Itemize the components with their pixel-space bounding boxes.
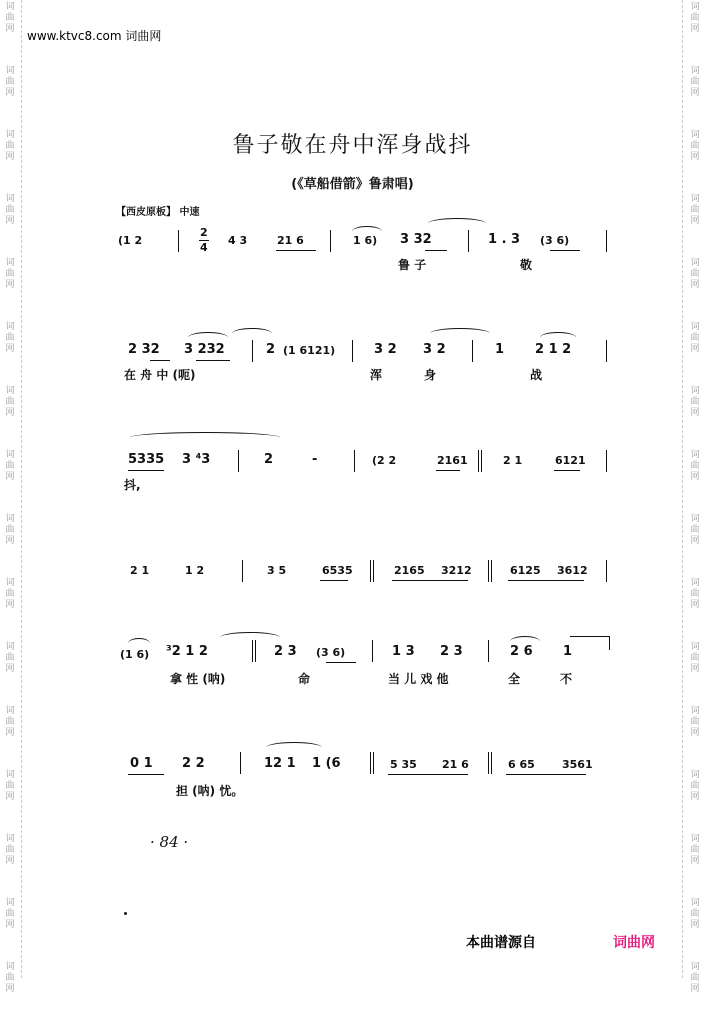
note-group: 2 1 2: [535, 342, 572, 357]
watermark-unit: [2, 896, 18, 960]
lyric: 命: [298, 672, 311, 686]
bar-line: [252, 640, 256, 662]
watermark-char: 词: [5, 770, 15, 780]
note-group: (3 6): [540, 234, 570, 247]
lyric: 当 儿 戏 他: [388, 672, 449, 686]
watermark-char: 网: [690, 600, 700, 610]
note-group: (1 6121): [283, 344, 336, 357]
slur: [430, 328, 490, 339]
brand-link[interactable]: 词曲网: [613, 935, 655, 951]
note-group: 12 1: [264, 756, 296, 771]
bar-line: [354, 450, 355, 472]
watermark-char: 词: [690, 770, 700, 780]
note-group: 2161: [437, 454, 468, 467]
watermark-char: 网: [5, 216, 15, 226]
watermark-char: 网: [690, 984, 700, 994]
bar-line: [606, 230, 607, 252]
watermark-char: 网: [5, 88, 15, 98]
underline: [388, 774, 468, 775]
underline: [276, 250, 316, 251]
watermark-char: 曲: [690, 717, 700, 727]
watermark-char: 网: [5, 472, 15, 482]
lyric: 鲁 子: [398, 258, 427, 272]
note-group: 1 3: [392, 644, 415, 659]
song-subtitle: (《草船借箭》鲁肃唱): [291, 177, 414, 192]
bar-line: [472, 340, 473, 362]
score-line-3: [0, 440, 705, 520]
watermark-char: 曲: [5, 653, 15, 663]
bar-line: [238, 450, 239, 472]
watermark-char: 词: [690, 258, 700, 268]
slur: [232, 328, 272, 339]
bar-line: [478, 450, 482, 472]
underline: [128, 470, 164, 471]
watermark-char: 网: [690, 408, 700, 418]
slur: [428, 218, 486, 229]
watermark-char: 词: [690, 578, 700, 588]
note-group: 2: [266, 342, 276, 357]
watermark-char: 词: [5, 450, 15, 460]
slur: [266, 742, 322, 753]
watermark-unit: [687, 832, 703, 896]
watermark-char: 词: [690, 834, 700, 844]
watermark-char: 网: [690, 728, 700, 738]
score-line-6: [0, 742, 705, 822]
note-group: 0 1: [130, 756, 153, 771]
bar-line: [372, 640, 373, 662]
watermark-char: 曲: [5, 333, 15, 343]
note-group: 4 3: [228, 234, 248, 247]
note-group: 3 32: [400, 232, 432, 247]
watermark-char: 词: [5, 578, 15, 588]
note-group: 1 6): [353, 234, 378, 247]
watermark-char: 曲: [690, 781, 700, 791]
underline: [425, 250, 447, 251]
watermark-unit: [687, 960, 703, 1024]
page-number: · 84 ·: [150, 833, 189, 851]
watermark-char: 曲: [5, 205, 15, 215]
underline: [554, 470, 580, 471]
watermark-char: 词: [690, 2, 700, 12]
watermark-char: 网: [5, 344, 15, 354]
bar-line: [606, 560, 607, 582]
watermark-char: 词: [5, 130, 15, 140]
note-group: -: [312, 452, 318, 467]
watermark-char: 词: [5, 386, 15, 396]
watermark-char: 词: [5, 194, 15, 204]
watermark-char: 曲: [5, 141, 15, 151]
note-group: 21 6: [277, 234, 304, 247]
watermark-char: 网: [5, 24, 15, 34]
watermark-char: 曲: [5, 717, 15, 727]
watermark-char: 曲: [690, 333, 700, 343]
underline: [326, 662, 356, 663]
underline: [508, 580, 584, 581]
bar-line: [468, 230, 469, 252]
watermark-char: 网: [5, 856, 15, 866]
watermark-char: 词: [690, 130, 700, 140]
watermark-unit: [687, 64, 703, 128]
watermark-char: 词: [690, 194, 700, 204]
watermark-char: 曲: [690, 141, 700, 151]
watermark-char: 词: [690, 898, 700, 908]
note-group: 2 6: [510, 644, 533, 659]
note-group: 2165: [394, 564, 425, 577]
tempo-marking: 【西皮原板】 中速: [116, 207, 200, 218]
watermark-char: 网: [690, 536, 700, 546]
watermark-char: 网: [690, 472, 700, 482]
watermark-char: 词: [690, 66, 700, 76]
watermark-char: 网: [5, 920, 15, 930]
underline: [392, 580, 468, 581]
lyric: 战: [530, 368, 543, 382]
bar-line: [330, 230, 331, 252]
bar-line: [252, 340, 253, 362]
watermark-unit: [2, 832, 18, 896]
slur: [540, 332, 576, 343]
watermark-char: 词: [5, 514, 15, 524]
score-line-5: [0, 632, 705, 712]
watermark-char: 网: [690, 216, 700, 226]
watermark-unit: [687, 0, 703, 64]
note-group: 6121: [555, 454, 586, 467]
lyric: 不: [560, 672, 573, 686]
bar-line: [370, 560, 374, 582]
watermark-char: 网: [5, 600, 15, 610]
watermark-char: 网: [5, 664, 15, 674]
watermark-char: 曲: [690, 77, 700, 87]
note-group: 5335: [128, 452, 165, 467]
slur: [220, 632, 280, 643]
note-group: 6125: [510, 564, 541, 577]
watermark-unit: [2, 960, 18, 1024]
score-line-1: [0, 220, 705, 300]
watermark-char: 曲: [5, 397, 15, 407]
score-line-2: [0, 330, 705, 410]
note-group: (1 6): [120, 648, 150, 661]
watermark-char: 曲: [5, 269, 15, 279]
bar-line: [488, 752, 492, 774]
watermark-char: 网: [5, 792, 15, 802]
note-group: (2 2: [372, 454, 397, 467]
watermark-char: 网: [690, 24, 700, 34]
watermark-char: 网: [690, 920, 700, 930]
bar-line: [242, 560, 243, 582]
watermark-char: 网: [690, 792, 700, 802]
note-group: (1 2: [118, 234, 143, 247]
lyric: 担 (呐) 忧。: [176, 784, 244, 798]
lyric: 拿 性 (呐): [170, 672, 226, 686]
watermark-char: 词: [690, 642, 700, 652]
watermark-char: 词: [5, 2, 15, 12]
watermark-char: 曲: [690, 845, 700, 855]
watermark-char: 网: [5, 984, 15, 994]
watermark-char: 词: [5, 258, 15, 268]
watermark-char: 曲: [5, 845, 15, 855]
note-group: 21 6: [442, 758, 469, 771]
watermark-char: 词: [5, 642, 15, 652]
watermark-char: 词: [5, 706, 15, 716]
note-group: 3 ⁴3: [182, 452, 211, 467]
watermark-char: 网: [5, 280, 15, 290]
watermark-char: 网: [690, 856, 700, 866]
lyric: 抖,: [124, 478, 141, 492]
stray-dot: [124, 912, 127, 915]
note-group: 1 (6: [312, 756, 341, 771]
watermark-char: 词: [5, 898, 15, 908]
watermark-unit: [2, 0, 18, 64]
watermark-char: 曲: [690, 973, 700, 983]
note-group: 2 32: [128, 342, 160, 357]
note-group: 3612: [557, 564, 588, 577]
watermark-char: 词: [690, 962, 700, 972]
note-group: 5 35: [390, 758, 417, 771]
lyric: 全: [508, 672, 521, 686]
song-title: 鲁子敬在舟中浑身战抖: [232, 133, 473, 158]
underline: [436, 470, 460, 471]
watermark-char: 网: [5, 536, 15, 546]
note-group: ³2 1 2: [166, 644, 208, 659]
time-signature-top: 2: [200, 226, 208, 239]
note-group: 6 65: [508, 758, 535, 771]
bar-line: [370, 752, 374, 774]
watermark-char: 词: [690, 706, 700, 716]
watermark-char: 网: [5, 408, 15, 418]
bar-line: [606, 340, 607, 362]
note-group: 2 3: [440, 644, 463, 659]
lyric: 敬: [520, 258, 533, 272]
watermark-char: 词: [5, 66, 15, 76]
bar-line: [178, 230, 179, 252]
watermark-char: 网: [5, 152, 15, 162]
underline: [506, 774, 586, 775]
bar-line: [488, 560, 492, 582]
source-label: 本曲谱源自: [466, 935, 536, 951]
note-group: 6535: [322, 564, 353, 577]
note-group: 3 2: [423, 342, 446, 357]
watermark-char: 词: [5, 962, 15, 972]
note-group: (3 6): [316, 646, 346, 659]
lyric: 身: [424, 368, 437, 382]
watermark-char: 词: [5, 322, 15, 332]
watermark-char: 曲: [690, 909, 700, 919]
site-url-header[interactable]: www.ktvc8.com 词曲网: [27, 29, 162, 43]
watermark-char: 曲: [690, 589, 700, 599]
watermark-char: 曲: [690, 397, 700, 407]
note-group: 3 232: [184, 342, 225, 357]
watermark-char: 曲: [690, 461, 700, 471]
watermark-char: 曲: [690, 13, 700, 23]
watermark-char: 网: [690, 344, 700, 354]
note-group: 1 2: [185, 564, 205, 577]
watermark-unit: [687, 896, 703, 960]
note-group: 2 1: [503, 454, 523, 467]
underline: [150, 360, 170, 361]
note-group: 2 3: [274, 644, 297, 659]
watermark-char: 曲: [690, 269, 700, 279]
note-group: 3 5: [267, 564, 287, 577]
note-group: 3212: [441, 564, 472, 577]
bar-line: [240, 752, 241, 774]
time-signature-bottom: 4: [200, 241, 208, 254]
note-group: 1 . 3: [488, 232, 521, 247]
watermark-char: 曲: [5, 781, 15, 791]
score-line-4: [0, 550, 705, 630]
note-group: 1: [495, 342, 505, 357]
watermark-char: 网: [690, 664, 700, 674]
tie-line: [570, 636, 610, 637]
note-group: 3 2: [374, 342, 397, 357]
bar-line: [488, 640, 489, 662]
bar-line: [606, 450, 607, 472]
watermark-char: 曲: [5, 973, 15, 983]
bar-line: [609, 636, 610, 650]
slur: [130, 432, 280, 443]
watermark-char: 曲: [690, 525, 700, 535]
watermark-char: 曲: [5, 77, 15, 87]
watermark-char: 网: [690, 88, 700, 98]
watermark-char: 网: [690, 280, 700, 290]
watermark-char: 词: [5, 834, 15, 844]
note-group: 1: [563, 644, 573, 659]
watermark-char: 网: [690, 152, 700, 162]
note-group: 2: [264, 452, 274, 467]
slur: [188, 332, 228, 343]
underline: [320, 580, 348, 581]
bar-line: [352, 340, 353, 362]
underline: [128, 774, 164, 775]
watermark-char: 网: [5, 728, 15, 738]
watermark-char: 词: [690, 450, 700, 460]
watermark-char: 曲: [690, 205, 700, 215]
watermark-char: 曲: [5, 461, 15, 471]
watermark-char: 曲: [5, 13, 15, 23]
watermark-char: 词: [690, 386, 700, 396]
watermark-char: 曲: [5, 525, 15, 535]
note-group: 2 2: [182, 756, 205, 771]
lyric: 浑: [370, 368, 383, 382]
note-group: 2 1: [130, 564, 150, 577]
note-group: 3561: [562, 758, 593, 771]
watermark-char: 曲: [5, 909, 15, 919]
watermark-char: 词: [690, 322, 700, 332]
watermark-char: 曲: [690, 653, 700, 663]
lyric: 在 舟 中 (呃): [124, 368, 196, 382]
watermark-char: 曲: [5, 589, 15, 599]
watermark-unit: [2, 64, 18, 128]
underline: [550, 250, 580, 251]
underline: [196, 360, 230, 361]
watermark-char: 词: [690, 514, 700, 524]
